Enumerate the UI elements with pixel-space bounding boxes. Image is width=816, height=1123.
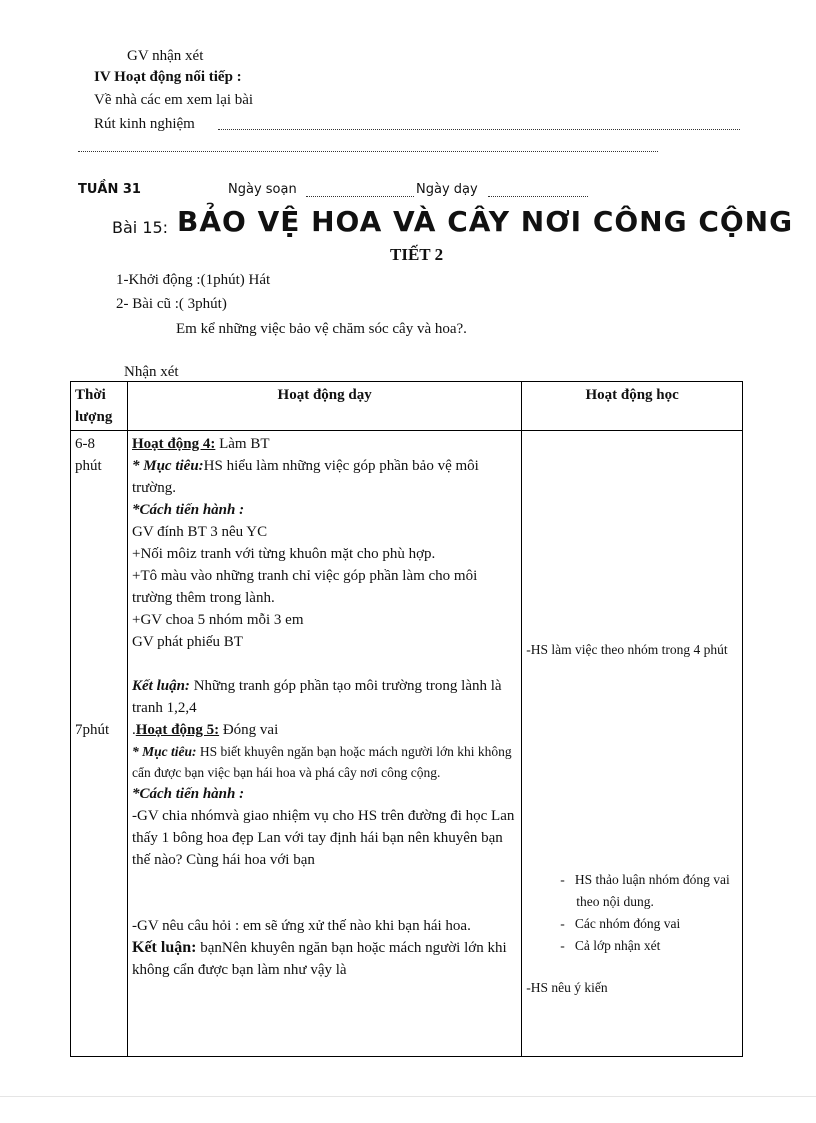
hd4-line: +Tô màu vào những tranh chỉ việc góp phần làm cho môi trường thêm trong lành. [132, 568, 478, 606]
tiet-label: TIẾT 2 [390, 245, 444, 264]
ngay-day-label: Ngày dạy [416, 182, 478, 197]
nhan-xet-text: Nhận xét [124, 364, 179, 380]
hd5-muc-tieu-text: HS biết khuyên ngăn bạn hoặc mách người lớn khi không cẩn được bạn việc bạn hái hoa và phá cây nơi công cộng. [132, 744, 512, 780]
hd4-title: Hoạt động 4: [132, 436, 216, 452]
header-hoat-dong-day: Hoạt động dạy [128, 382, 522, 431]
hd5-heading [132, 719, 517, 741]
dotted-line [306, 196, 414, 197]
hd4-heading [132, 433, 517, 455]
hd5-ket-luan-label: Kết luận: [132, 939, 197, 956]
hd5-gv-chia: -GV chia nhómvà giao nhiệm vụ cho HS trên đường đi học Lan thấy 1 bông hoa đẹp Lan với tay định hái bạn nên khuyên bạn thế nào? Cùng hái hoa với bạn [132, 808, 515, 868]
hd5-muc-tieu-label: * Mục tiêu: [132, 744, 197, 759]
lesson-title: BẢO VỆ HOA VÀ CÂY NƠI CÔNG CỘNG [177, 205, 794, 238]
khoi-dong-text: 1-Khởi động :(1phút) Hát [116, 272, 271, 288]
dotted-line [488, 196, 588, 197]
hd4-muc-tieu-text: HS hiểu làm những việc góp phần bảo vệ môi trường. [132, 458, 479, 496]
time-cell [71, 431, 128, 1057]
hd5-gv-neu: -GV nêu câu hỏi : em sẽ ứng xử thế nào khi bạn hái hoa. [132, 918, 471, 934]
hd4-line: +Nối môiz tranh với từng khuôn mặt cho phù hợp. [132, 546, 436, 562]
hoc-nhom4: -HS làm việc theo nhóm trong 4 phút [526, 642, 728, 657]
header-thoi-luong: Thời lượng [71, 382, 128, 431]
list-item: - HS thảo luận nhóm đóng vai theo nội dung. [560, 872, 730, 909]
iv-heading: IV Hoạt động nối tiếp : [94, 69, 242, 85]
header-hoat-dong-hoc: Hoạt động học [522, 382, 743, 431]
ve-nha-text: Về nhà các em xem lại bài [94, 92, 254, 108]
hd5-title: Hoạt động 5: [135, 722, 220, 738]
hd5-cach-label: *Cách tiến hành : [132, 786, 245, 802]
hd5-ket-luan-text: bạnNên khuyên ngăn bạn hoặc mách người lớn khi không cẩn được bạn làm như vậy là [132, 940, 507, 978]
time-hd5: 7phút [75, 722, 110, 738]
hd4-ket-luan-text: Những tranh góp phần tạo môi trường trong lành là tranh 1,2,4 [132, 678, 502, 716]
hoc-list [526, 869, 738, 957]
dotted-line [78, 151, 658, 152]
bai-cu-question: Em kể những việc bảo vệ chăm sóc cây và hoa?. [176, 321, 467, 337]
dotted-line [218, 129, 740, 130]
bai-label: Bài 15: [112, 218, 169, 237]
hd4-muc-tieu [132, 455, 517, 499]
hd4-title-rest: Làm BT [215, 436, 270, 452]
gv-nhan-xet-text: GV nhận xét [127, 48, 204, 64]
time-hd4: 6-8 phút [75, 436, 102, 474]
hd5-prefix: . [132, 722, 136, 738]
list-item: - Các nhóm đóng vai [560, 916, 681, 931]
hd4-cach-label: *Cách tiến hành : [132, 502, 245, 518]
table-row [71, 431, 743, 1057]
hoat-dong-hoc-cell [522, 431, 743, 1057]
hd5-ket-luan [132, 937, 517, 981]
hd4-line: GV phát phiếu BT [132, 634, 243, 650]
ngay-soan-label: Ngày soạn [228, 182, 297, 197]
tuan-label: TUẦN 31 [78, 182, 141, 197]
page-divider [0, 1096, 816, 1097]
hd4-muc-tieu-label: * Mục tiêu: [132, 458, 204, 474]
hoc-neu-y-kien: -HS nêu ý kiến [526, 980, 608, 995]
hd4-line: +GV choa 5 nhóm mỗi 3 em [132, 612, 304, 628]
table-header-row [71, 382, 743, 431]
hd4-ket-luan [132, 675, 517, 719]
list-item: - Cả lớp nhận xét [560, 938, 661, 953]
hd4-line: GV đính BT 3 nêu YC [132, 524, 268, 540]
hd5-muc-tieu [132, 741, 517, 783]
bai-cu-text: 2- Bài cũ :( 3phút) [116, 296, 227, 312]
rut-kinh-nghiem-label: Rút kinh nghiệm [94, 116, 195, 132]
hd4-ket-luan-label: Kết luận: [132, 678, 190, 694]
hd5-title-rest: Đóng vai [219, 722, 279, 738]
hoat-dong-day-cell [128, 431, 522, 1057]
lesson-table [70, 381, 743, 1057]
